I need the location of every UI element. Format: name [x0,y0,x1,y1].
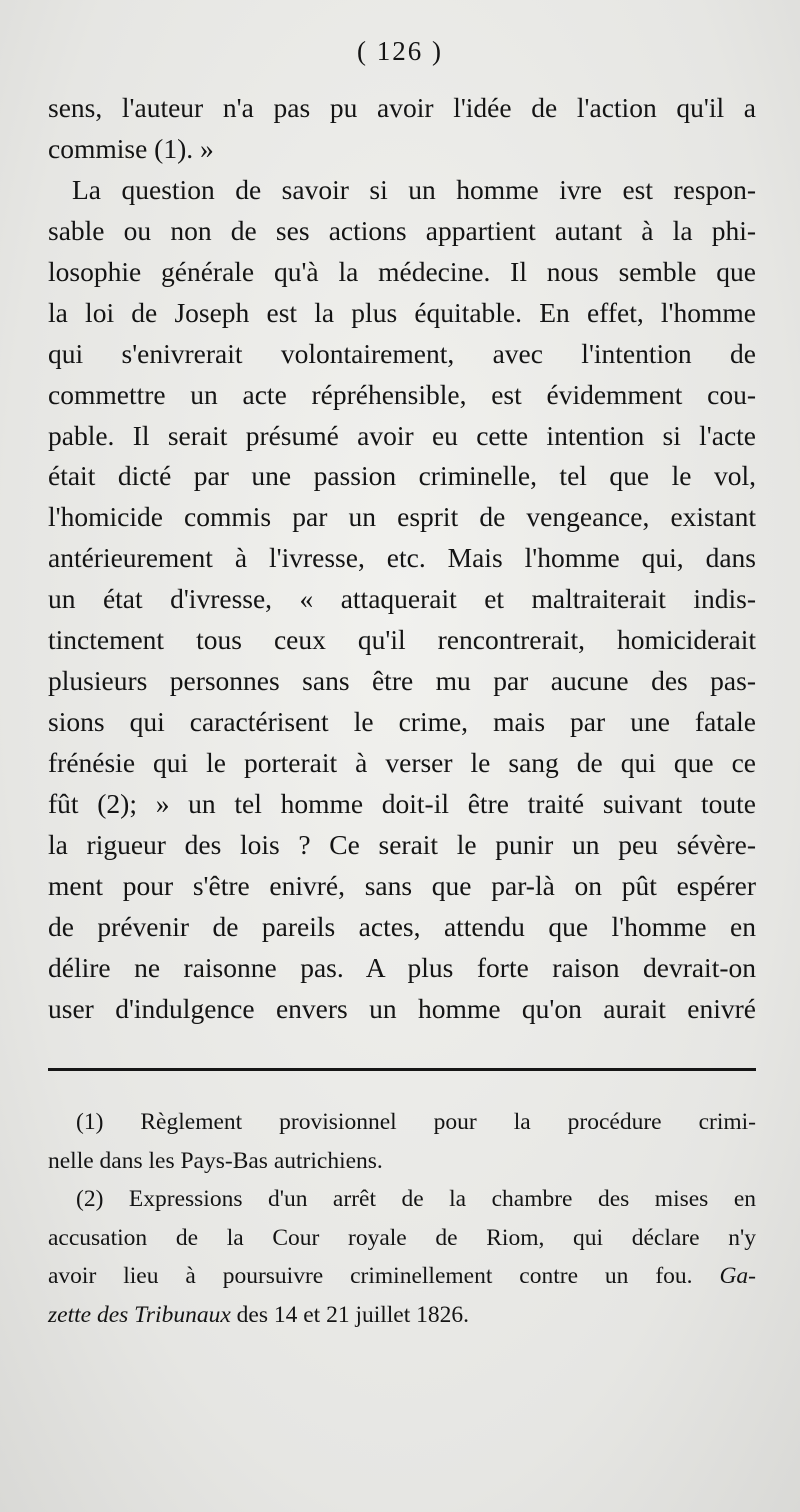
footnote-1-line: nelle dans les Pays-Bas autrichiens. [48,1147,383,1174]
footnote-divider [48,1068,756,1071]
text-line: pable. Il serait présumé avoir eu cette intention si l'acte [48,419,756,451]
text-line: ment pour s'être enivré, sans que par-là on pût espérer [48,869,756,901]
text-line: commise (1). » [48,132,214,164]
footnote-2-line [48,1296,756,1335]
text-line: délire ne raisonne pas. A plus forte raison devrait-on [48,951,756,983]
text-line: antérieurement à l'ivresse, etc. Mais l'homme qui, dans [48,542,756,574]
text-line: sable ou non de ses actions appartient autant à la phi- [48,214,756,246]
journal-title-end: zette des Tribunaux [48,1301,231,1328]
text-line: tinctement tous ceux qu'il rencontrerait, homiciderait [48,624,756,656]
text-line: fût (2); » un tel homme doit-il être traité suivant toute [48,787,756,819]
text-line: frénésie qui le porterait à verser le sang de qui que ce [48,747,756,778]
journal-title-start: Ga- [719,1263,756,1289]
text-line: la loi de Joseph est la plus équitable. En effet, l'homme [48,296,756,328]
footnote-2-dates: des 14 et 21 juillet 1826. [236,1301,470,1328]
footnote-2-line [48,1257,756,1296]
footnote-2-line: accusation de la Cour royale de Riom, qui déclare n'y [48,1224,756,1251]
footnotes [48,1103,756,1334]
text-line: sions qui caractérisent le crime, mais par une fatale [48,706,756,738]
text-line: losophie générale qu'à la médecine. Il nous semble que [48,255,756,287]
text-line: l'homicide commis par un esprit de vengeance, existant [48,501,756,533]
text-line: un état d'ivresse, « attaquerait et maltraiterait indis- [48,583,756,615]
text-line: sens, l'auteur n'a pas pu avoir l'idée de l'action qu'il a [48,92,756,123]
text-line: qui s'enivrerait volontairement, avec l'intention de [48,337,756,369]
footnote-2-text: avoir lieu à poursuivre criminellement contre un fou. [48,1263,693,1289]
text-line: la rigueur des lois ? Ce serait le punir un peu sévère- [48,828,756,860]
footnote-1-line: (1) Règlement provisionnel pour la procédure crimi- [76,1109,756,1135]
text-line: plusieurs personnes sans être mu par aucune des pas- [48,665,756,697]
body-text [48,88,756,1030]
text-line: de prévenir de pareils actes, attendu que l'homme en [48,910,756,942]
text-line: user d'indulgence envers un homme qu'on aurait enivré [48,992,756,1024]
footnote-2-line: (2) Expressions d'un arrêt de la chambre des mises en [76,1186,756,1212]
text-line: La question de savoir si un homme ivre est respon- [72,173,756,205]
page-number: ( 126 ) [357,36,443,66]
text-line: était dicté par une passion criminelle, tel que le vol, [48,460,756,492]
text-line: commettre un acte répréhensible, est évidemment cou- [48,378,756,410]
